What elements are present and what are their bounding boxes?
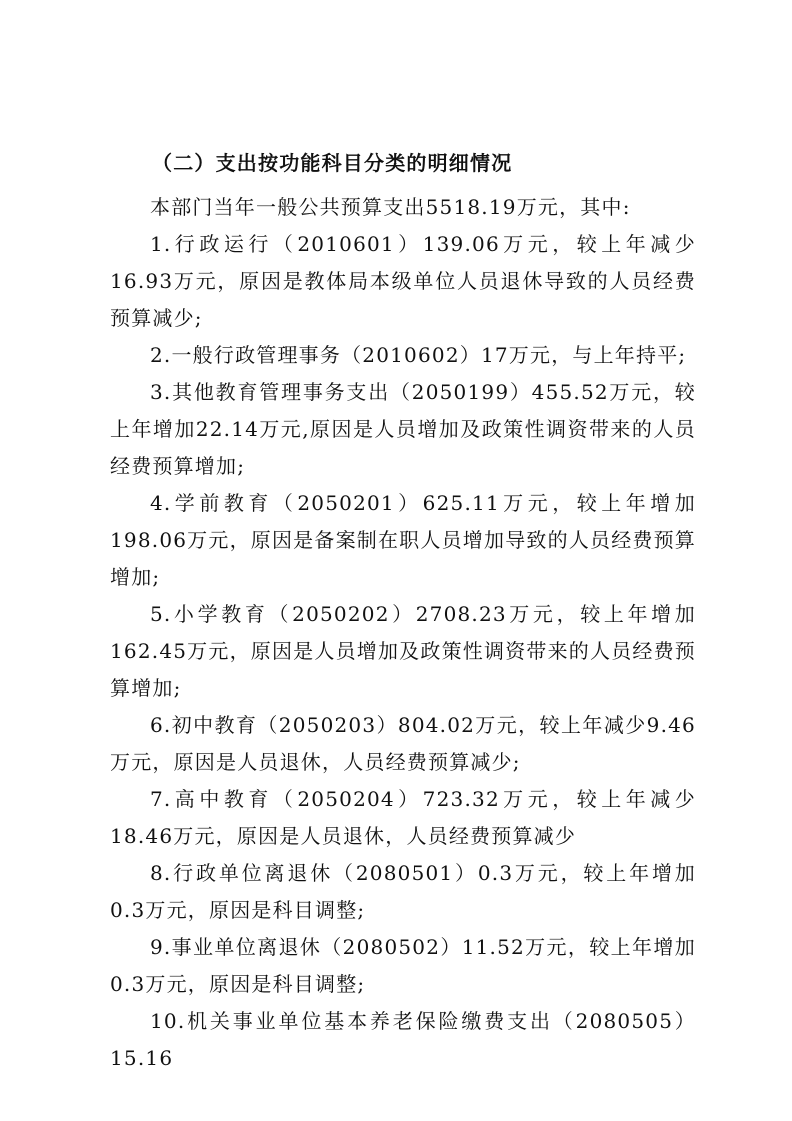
item-4-paragraph: 4.学前教育（2050201）625.11万元，较上年增加198.06万元，原因是备案制在职人员增加导致的人员经费预算增加; (110, 491, 696, 589)
item-8-paragraph: 8.行政单位离退休（2080501）0.3万元，较上年增加0.3万元，原因是科目调整; (110, 861, 696, 922)
document-body (110, 148, 696, 1077)
item-7-paragraph: 7.高中教育（2050204）723.32万元，较上年减少18.46万元，原因是人员退休，人员经费预算减少 (110, 787, 696, 848)
item-1-paragraph: 1.行政运行（2010601）139.06万元，较上年减少16.93万元，原因是教体局本级单位人员退休导致的人员经费预算减少; (110, 232, 696, 330)
item-6-paragraph: 6.初中教育（2050203）804.02万元，较上年减少9.46万元，原因是人员退休，人员经费预算减少; (110, 713, 696, 774)
item-3-paragraph: 3.其他教育管理事务支出（2050199）455.52万元，较上年增加22.14万元,原因是人员增加及政策性调资带来的人员经费预算增加; (110, 380, 696, 478)
item-9-paragraph: 9.事业单位离退休（2080502）11.52万元，较上年增加0.3万元，原因是科目调整; (110, 935, 696, 996)
item-5-paragraph: 5.小学教育（2050202）2708.23万元，较上年增加162.45万元，原因是人员增加及政策性调资带来的人员经费预算增加; (110, 602, 696, 700)
intro-paragraph: 本部门当年一般公共预算支出5518.19万元，其中: (150, 195, 631, 219)
item-10-paragraph: 10.机关事业单位基本养老保险缴费支出（2080505）15.16 (110, 1009, 696, 1070)
item-2-paragraph: 2.一般行政管理事务（2010602）17万元，与上年持平; (150, 343, 687, 367)
section-heading: （二）支出按功能科目分类的明细情况 (152, 151, 513, 175)
